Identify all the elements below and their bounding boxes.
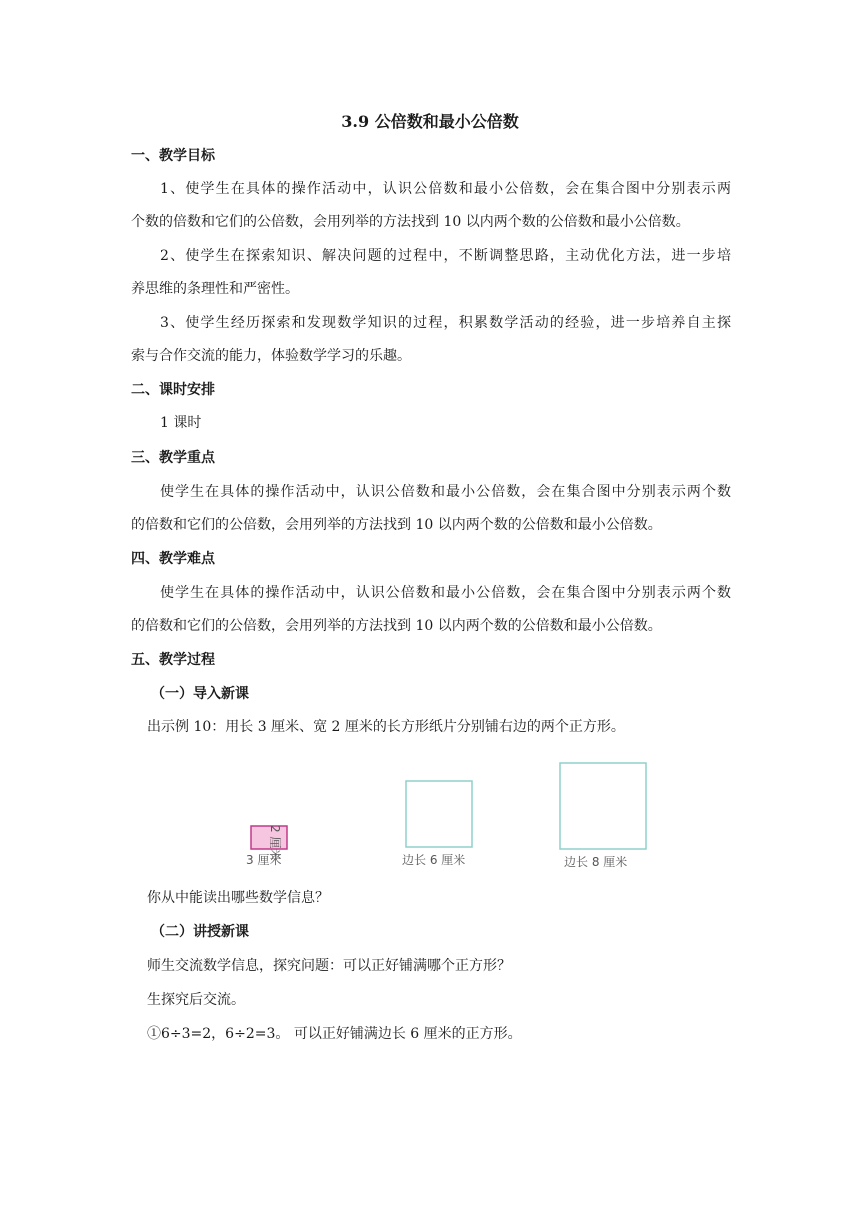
teaching-line-3: ①6÷3=2，6÷2=3。 可以正好铺满边长 6 厘米的正方形。: [147, 1026, 522, 1042]
key-points-line-1: 使学生在具体的操作活动中，认识公倍数和最小公倍数，会在集合图中分别表示两个数: [160, 484, 731, 500]
difficulties-line-2: 的倍数和它们的公倍数，会用列举的方法找到 10 以内两个数的公倍数和最小公倍数。: [131, 618, 662, 634]
section-heading-schedule: 二、课时安排: [131, 382, 215, 398]
objective-2-line-1: 2、使学生在探索知识、解决问题的过程中，不断调整思路，主动优化方法，进一步培: [160, 248, 731, 264]
subsection-heading-teaching: （二）讲授新课: [151, 924, 249, 940]
document-title: 3.9 公倍数和最小公倍数: [341, 112, 519, 131]
example-figure: [230, 755, 670, 875]
section-heading-objectives: 一、教学目标: [131, 148, 215, 164]
rect-width-label: 3 厘米: [246, 853, 282, 867]
question-text: 你从中能读出哪些数学信息？: [147, 890, 329, 906]
objective-1-line-1: 1、使学生在具体的操作活动中，认识公倍数和最小公倍数，会在集合图中分别表示两: [160, 181, 731, 197]
section-heading-process: 五、教学过程: [131, 652, 215, 668]
schedule-text: 1 课时: [160, 415, 202, 431]
difficulties-line-1: 使学生在具体的操作活动中，认识公倍数和最小公倍数，会在集合图中分别表示两个数: [160, 585, 731, 601]
teaching-line-1: 师生交流数学信息，探究问题：可以正好铺满哪个正方形？: [147, 958, 511, 974]
objective-3-line-1: 3、使学生经历探索和发现数学知识的过程，积累数学活动的经验，进一步培养自主探: [160, 315, 731, 331]
square-8-label: 边长 8 厘米: [564, 855, 628, 869]
key-points-line-2: 的倍数和它们的公倍数，会用列举的方法找到 10 以内两个数的公倍数和最小公倍数。: [131, 517, 662, 533]
square-6-label: 边长 6 厘米: [402, 853, 466, 867]
square-side-8: [560, 763, 646, 849]
example-text: 出示例 10：用长 3 厘米、宽 2 厘米的长方形纸片分别铺右边的两个正方形。: [147, 719, 625, 735]
subsection-heading-intro: （一）导入新课: [151, 686, 249, 702]
teaching-line-2: 生探究后交流。: [147, 992, 245, 1008]
objective-1-line-2: 个数的倍数和它们的公倍数，会用列举的方法找到 10 以内两个数的公倍数和最小公倍数。: [131, 214, 690, 230]
square-side-6: [406, 781, 472, 847]
section-heading-difficulties: 四、教学难点: [131, 551, 215, 567]
objective-2-line-2: 养思维的条理性和严密性。: [131, 281, 299, 297]
rect-height-label: 2 厘米: [268, 825, 282, 861]
objective-3-line-2: 索与合作交流的能力，体验数学学习的乐趣。: [131, 348, 411, 364]
section-heading-key-points: 三、教学重点: [131, 450, 215, 466]
